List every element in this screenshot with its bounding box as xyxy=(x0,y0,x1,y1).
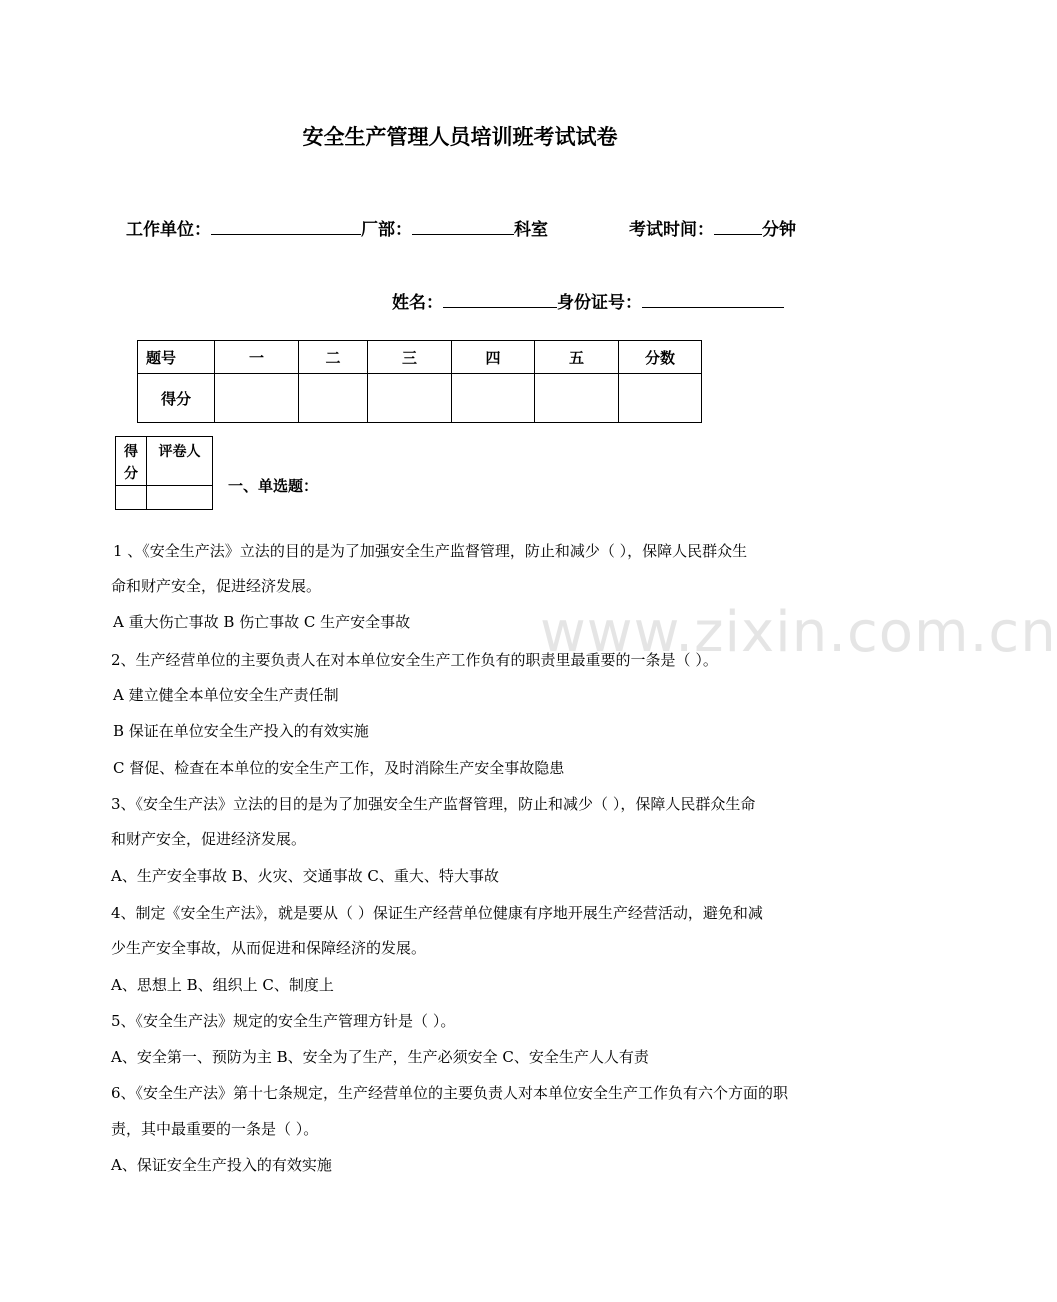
grader-score-label-2: 分 xyxy=(124,466,138,482)
unit-field xyxy=(126,215,548,240)
score-entry-cell[interactable] xyxy=(452,374,535,423)
question-2-option-c: C 督促、检查在本单位的安全生产工作，及时消除生产安全事故隐患 xyxy=(113,759,565,777)
question-4-options: A、思想上 B、组织上 C、制度上 xyxy=(111,976,334,994)
question-1-line-1: 1 、《安全生产法》立法的目的是为了加强安全生产监督管理，防止和减少（ ），保障人民群众生 xyxy=(113,542,748,560)
question-1-line-2: 命和财产安全，促进经济发展。 xyxy=(111,577,322,595)
name-id-field xyxy=(392,288,784,313)
grader-score-label-1: 得 xyxy=(124,444,138,460)
score-table xyxy=(137,340,702,423)
score-entry-cell[interactable] xyxy=(299,374,368,423)
unit-blank[interactable] xyxy=(211,216,361,235)
name-label: 姓名： xyxy=(392,293,443,313)
question-2-line-1: 2、生产经营单位的主要负责人在对本单位安全生产工作负有的职责里最重要的一条是（ ）。 xyxy=(111,651,718,669)
grader-name-entry[interactable] xyxy=(147,486,213,510)
score-entry-cell[interactable] xyxy=(619,374,702,423)
question-3-options: A、生产安全事故 B、火灾、交通事故 C、重大、特大事故 xyxy=(111,867,499,885)
question-6-option-a: A、保证安全生产投入的有效实施 xyxy=(111,1156,332,1174)
dept-label: 厂部： xyxy=(361,220,412,240)
question-6-line-2: 责，其中最重要的一条是（ ）。 xyxy=(111,1120,319,1138)
question-3-line-2: 和财产安全，促进经济发展。 xyxy=(111,830,307,848)
score-entry-cell[interactable] xyxy=(215,374,299,423)
score-entry-cell[interactable] xyxy=(368,374,452,423)
score-row-label: 得分 xyxy=(138,374,215,423)
watermark: www.zixin.com.cn xyxy=(540,600,1057,665)
dept-blank[interactable] xyxy=(412,216,514,235)
id-blank[interactable] xyxy=(642,289,784,308)
score-table-header-row xyxy=(138,341,702,374)
question-6-line-1: 6、《安全生产法》第十七条规定，生产经营单位的主要负责人对本单位安全生产工作负有六个方面的职 xyxy=(111,1084,789,1102)
question-5-line-1: 5、《安全生产法》规定的安全生产管理方针是（ ）。 xyxy=(111,1012,456,1030)
page-title: 安全生产管理人员培训班考试试卷 xyxy=(302,125,618,149)
score-table-score-row xyxy=(138,374,702,423)
question-4-line-2: 少生产安全事故，从而促进和保障经济的发展。 xyxy=(111,939,427,957)
grader-score-entry[interactable] xyxy=(116,486,147,510)
score-table-cell: 三 xyxy=(368,341,452,374)
score-entry-cell[interactable] xyxy=(535,374,619,423)
grader-name-label: 评卷人 xyxy=(147,437,213,486)
score-table-cell: 一 xyxy=(215,341,299,374)
office-label: 科室 xyxy=(514,220,548,240)
score-table-cell: 分数 xyxy=(619,341,702,374)
score-table-cell: 四 xyxy=(452,341,535,374)
minutes-label: 分钟 xyxy=(762,220,796,240)
question-4-line-1: 4、制定《安全生产法》，就是要从（ ）保证生产经营单位健康有序地开展生产经营活动，避免和减 xyxy=(111,904,763,922)
exam-time-label: 考试时间： xyxy=(629,220,714,240)
question-2-option-b: B 保证在单位安全生产投入的有效实施 xyxy=(113,722,369,740)
exam-time-blank[interactable] xyxy=(714,216,762,235)
grader-box xyxy=(115,436,213,510)
question-5-options: A、安全第一、预防为主 B、安全为了生产，生产必须安全 C、安全生产人人有责 xyxy=(111,1048,649,1066)
question-3-line-1: 3、《安全生产法》立法的目的是为了加强安全生产监督管理，防止和减少（ ），保障人民群众生命 xyxy=(111,795,756,813)
score-table-cell: 二 xyxy=(299,341,368,374)
unit-label: 工作单位： xyxy=(126,220,211,240)
grader-score-label xyxy=(116,437,147,486)
question-2-option-a: A 建立健全本单位安全生产责任制 xyxy=(113,686,339,704)
score-table-cell: 题号 xyxy=(138,341,215,374)
id-label: 身份证号： xyxy=(557,293,642,313)
name-blank[interactable] xyxy=(443,289,557,308)
exam-time-field xyxy=(629,215,796,240)
section-title-single-choice: 一、单选题： xyxy=(228,477,319,495)
score-table-cell: 五 xyxy=(535,341,619,374)
question-1-options: A 重大伤亡事故 B 伤亡事故 C 生产安全事故 xyxy=(113,613,411,631)
